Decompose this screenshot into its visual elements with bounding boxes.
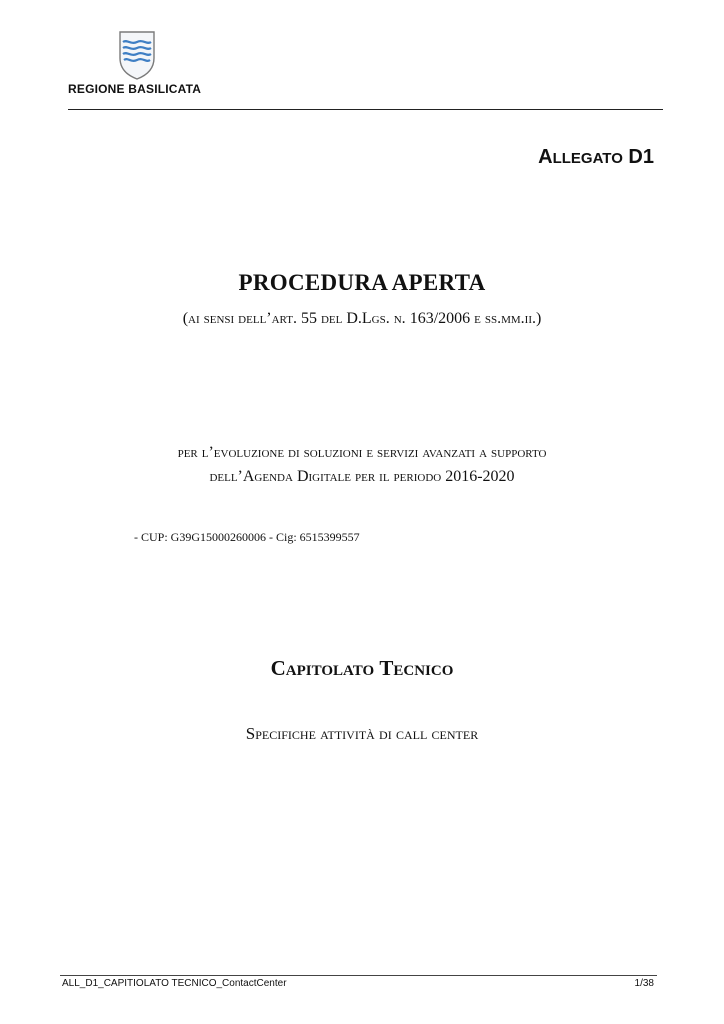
open-paren: ( — [182, 310, 189, 327]
legal-ref-part: ai sensi dell’art. — [188, 310, 297, 327]
legal-ref-number: 163/2006 — [405, 310, 475, 327]
subtitle-part: S — [245, 724, 256, 743]
procedure-purpose — [0, 441, 724, 489]
region-name: REGIONE BASILICATA — [68, 82, 202, 96]
procedure-title: PROCEDURA APERTA — [238, 270, 486, 295]
purpose-part: per il periodo — [350, 468, 446, 485]
coat-of-arms-icon — [118, 30, 156, 80]
header-divider — [68, 109, 663, 110]
title-part: C — [270, 656, 286, 680]
attachment-word: LLEGATO — [552, 150, 623, 167]
attachment-label — [538, 146, 654, 169]
purpose-line-2 — [0, 465, 724, 489]
legal-ref-part: gs. n. — [371, 310, 406, 327]
attachment-initial: A — [538, 146, 553, 168]
legal-ref-number: D.L — [342, 310, 372, 327]
close-paren: ) — [535, 310, 542, 327]
cup-cig-codes: - CUP: G39G15000260006 - Cig: 6515399557 — [134, 530, 360, 544]
purpose-part: Digitale — [296, 468, 351, 485]
title-part: apitolato — [285, 656, 380, 680]
legal-ref-part: e ss.mm.ii. — [474, 310, 536, 327]
footer-divider — [60, 975, 657, 976]
legal-ref-number: 55 — [296, 310, 321, 327]
purpose-part: dell’ — [209, 468, 243, 485]
purpose-part: Agenda — [242, 468, 293, 485]
purpose-period: 2016-2020 — [445, 468, 515, 485]
subtitle-part: pecifiche attività di call center — [255, 724, 479, 743]
procedure-legal-reference — [0, 310, 724, 328]
title-part: ecnico — [393, 656, 454, 680]
title-part: T — [379, 656, 394, 680]
purpose-line-1: per l’evoluzione di soluzioni e servizi avanzati a supporto — [177, 444, 547, 461]
attachment-code: D1 — [622, 146, 654, 168]
legal-ref-part: del — [320, 310, 343, 327]
footer-page-number: 1/38 — [634, 978, 654, 989]
document-title — [0, 656, 724, 681]
footer-filename: ALL_D1_CAPITIOLATO TECNICO_ContactCenter — [62, 978, 287, 989]
document-subtitle — [0, 724, 724, 744]
